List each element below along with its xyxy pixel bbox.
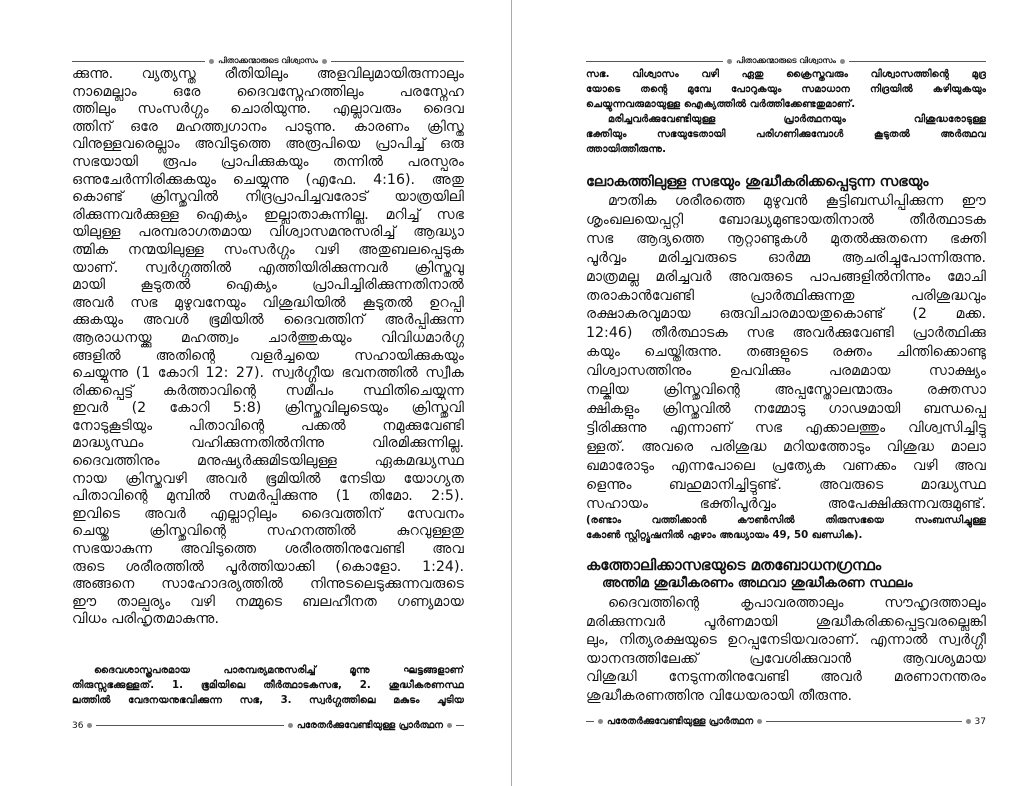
text-line: ഒന്നുചേർന്നിരിക്കുകയും ചെയ്യുന്നു (എഫേ. 4:16). അതു [72, 171, 464, 188]
section-heading: കത്തോലിക്കാസഭയുടെ മതബോധനഗ്രന്ഥം [586, 556, 882, 574]
section-subheading: അന്തിമ ശുദ്ധീകരണം അഥവാ ശുദ്ധീകരണ സ്ഥലം [602, 575, 913, 591]
text-line: ദൈവത്തിന്റെ കൃപാവരത്താലും സൗഹൃദത്താലും [608, 595, 986, 611]
text-line: ങ്ങളിൽ അതിന്റെ വളർച്ചയെ സഹായിക്കുകയും [72, 347, 464, 364]
text-line: ഭക്തിയും സഭയുടേതായി പരിഗണിക്കുമ്പോൾ കൂടുതൽ അർത്ഥവ [586, 129, 986, 140]
running-header-title: പിതാക്കന്മാരുടെ വിശ്വാസം [218, 56, 318, 65]
intro-text [586, 67, 986, 157]
text-line: രക്ഷാകരവുമായ ഒരുവിചാരമായതുകൊണ്ട് (2 മക്ക. [586, 306, 986, 323]
text-line: ത്തായിത്തീരുന്നു. [586, 144, 667, 155]
text-line: വിനുള്ളവരെല്ലാം അവിടുത്തെ അരൂപിയെ പ്രാപിച്ച് ഒരു [72, 136, 464, 153]
text-line: ഇവർ (2 കോറി 5:8) ക്രിസ്തുവിലൂടെയും ക്രിസ്തുവി [72, 400, 464, 417]
text-line: പൂർവ്വം മരിച്ചവരുടെ ഓർമ്മ ആചരിച്ചുപോന്നിരുന്നു. [586, 249, 986, 266]
text-line: 12:46) തീർത്ഥാടക സഭ അവർക്കുവേണ്ടി പ്രാർത്ഥിക്കു [586, 325, 986, 342]
text-line: യാണ്. സ്വർഗ്ഗത്തിൽ എത്തിയിരിക്കുന്നവർ ക്രിസ്തുവു [72, 259, 464, 276]
text-line: സഹായം ഭക്തിപൂർവ്വം അപേക്ഷിക്കുന്നവരുമുണ്ട്. [586, 495, 986, 512]
text-line: ത്തിലും സംസർഗ്ഗം ചൊരിയുന്നു. എല്ലാവരും ദൈവ [72, 101, 464, 118]
text-line: ചെയ്യുന്നവരുമായുള്ള ഐക്യത്തിൽ വർത്തിക്കേണ്ടതുമാണ്. [586, 99, 856, 110]
text-line: മാദ്ധ്യസ്ഥം വഹിക്കുന്നതിൽനിന്നു വിരമിക്കുന്നില്ല. [72, 435, 464, 452]
text-line: വിധം പരിഹൃതമാകുന്നു. [72, 611, 220, 628]
text-line: ലും, നിത്യരക്ഷയുടെ ഉറപ്പുനേടിയവരാണ്. എന്നാൽ സ്വർഗ്ഗീ [586, 632, 986, 649]
text-line: മരിച്ചവർക്കുവേണ്ടിയുള്ള പ്രാർത്ഥനയും വിശുദ്ധരോടുള്ള [608, 114, 986, 125]
text-line: ക്കുന്നു. വ്യത്യസ്ത രീതിയിലും അളവിലുമായിരുന്നാലും [72, 66, 464, 82]
footnote [72, 663, 464, 708]
text-line: സഭ ആദ്യത്തെ നൂറ്റാണ്ടുകൾ മുതൽക്കുതന്നെ ഭക്തി [586, 230, 986, 247]
text-line: ത്മിക നന്മയിലുള്ള സംസർഗ്ഗം വഴി അതുബലപ്പെടുക [72, 241, 464, 258]
right-page [586, 0, 986, 786]
text-line: ട്ടിരിക്കുന്നു എന്നാണ് സഭ എക്കാലത്തും വിശ്വസിച്ചിട്ടു [586, 419, 986, 436]
body-text [72, 66, 464, 629]
text-line: നാമെല്ലാം ഒരേ ദൈവസ്നേഹത്തിലും പരസ്നേഹ [72, 83, 464, 100]
text-line: (രണ്ടാം വത്തിക്കാൻ കൗൺസിൽ തിരുസഭയെ സംബന്ധിച്ചുള്ള [586, 515, 986, 526]
text-line: ക്കുകയും അവൾ ഭൂമിയിൽ ദൈവത്തിന് അർപ്പിക്കുന്ന [72, 312, 464, 329]
text-line: തരാകാൻവേണ്ടി പ്രാർത്ഥിക്കുന്നതു പരിശുദ്ധവും [586, 287, 986, 304]
text-line: ദൈവശാസ്ത്രപരമായ പാരമ്പര്യമനുസരിച്ച് മൂന്നു ഘട്ടങ്ങളാണ് [94, 665, 464, 676]
text-line: സഭയാകുന്ന അവിടുത്തെ ശരീരത്തിനുവേണ്ടി അവ [72, 541, 464, 558]
running-footer-title: പരേതർക്കുവേണ്ടിയുള്ള പ്രാർത്ഥന [607, 716, 754, 727]
running-header [72, 56, 464, 66]
text-line: മായി കൂടുതൽ ഐക്യം പ്രാപിച്ചിരിക്കുന്നതിനാൽ [72, 277, 464, 294]
page-number: 37 [974, 716, 986, 727]
text-line: മാത്രമല്ല മരിച്ചവർ അവരുടെ പാപങ്ങളിൽനിന്നും മോചി [586, 268, 986, 285]
text-line: വിശ്വാസത്തിനും ഉപവിക്കും പരമമായ സാക്ഷ്യം [586, 363, 986, 380]
text-line: ഇവിടെ അവർ എല്ലാറ്റിലും ദൈവത്തിന് സേവനം [72, 505, 464, 522]
section-heading: ലോകത്തിലുള്ള സഭയും ശുദ്ധീകരിക്കപ്പെടുന്ന സഭയും [586, 174, 929, 190]
text-line: സഭ. വിശ്വാസം വഴി ഏതു ക്രൈസ്തവരും വിശ്വാസത്തിന്റെ മുദ്ര [586, 69, 986, 80]
text-line: നോടുകൂടിയും പിതാവിന്റെ പക്കൽ നമുക്കുവേണ്ടി [72, 417, 464, 434]
text-line: മരിക്കുന്നവർ പൂർണമായി ശുദ്ധീകരിക്കപ്പെട്ടവരല്ലെങ്കി [586, 613, 986, 630]
text-line: ക്ഷികളും ക്രിസ്തുവിൽ നമ്മോടു ഗാഢമായി ബന്ധപ്പെ [586, 400, 986, 417]
footnote [586, 513, 986, 543]
text-line: രിക്കപ്പെട്ട് കർത്താവിന്റെ സമീപം സ്ഥിതിചെയ്യുന്ന [72, 382, 464, 399]
text-line: കയും ചെയ്തിരുന്നു. തങ്ങളുടെ രക്തം ചിന്തിക്കൊണ്ടു [586, 344, 986, 361]
text-line: ശുദ്ധീകരണത്തിനു വിധേയരായി തീരുന്നു. [586, 687, 853, 704]
text-line: യാനന്ദത്തിലേക്ക് പ്രവേശിക്കുവാൻ ആവശ്യമായ [586, 650, 986, 667]
text-line: ഖമാരോടും എന്നപോലെ പ്രത്യേക വണക്കം വഴി അവ [586, 457, 986, 474]
text-line: ചെയ്തു ക്രിസ്തുവിന്റെ സഹനത്തിൽ കുറവുള്ളതു [72, 523, 464, 540]
text-line: ചെയ്യുന്നു (1 കോറി 12: 27). സ്വർഗ്ഗീയ ഭവനത്തിൽ സ്വീക [72, 365, 464, 382]
text-line: യിലുള്ള പരമ്പരാഗതമായ വിശ്വാസമനുസരിച്ച് ആദ്ധ്യാ [72, 224, 464, 241]
text-line: രുടെ ശരീരത്തിൽ പൂർത്തിയാക്കി (കൊളോ. 1:24). [72, 558, 464, 575]
text-line: മൗതിക ശരീരത്തെ മുഴുവൻ കൂട്ടിബന്ധിപ്പിക്കുന്ന ഈ [608, 193, 986, 209]
body-text [586, 594, 986, 706]
text-line: യോടെ തന്റെ മുമ്പേ പോറുകയും സമാധാന നിദ്രയിൽ കഴിയുകയും [586, 84, 986, 95]
text-line: തിരുസ്സഭക്കുള്ളത്. 1. ഭൂമിയിലെ തീർത്ഥാടകസഭ, 2. ശുദ്ധീകരണസ്ഥ [72, 680, 464, 691]
text-line: ളെന്നും ബഹുമാനിച്ചിട്ടുണ്ട്. അവരുടെ മാദ്ധ്യസ്ഥ [586, 476, 986, 493]
running-footer [72, 720, 464, 731]
text-line: ഈ താല്പര്യം വഴി നമ്മുടെ ബലഹീനത ഗണ്യമായ [72, 593, 464, 610]
text-line: വിശുദ്ധി നേടുന്നതിനുവേണ്ടി അവർ മരണാനന്തരം [586, 669, 986, 686]
text-line: നായ ക്രിസ്തുവഴി അവർ ഭൂമിയിൽ നേടിയ യോഗ്യത [72, 470, 464, 487]
text-line: ള്ളത്. അവരെ പരിശുദ്ധ മറിയത്തോടും വിശുദ്ധ മാലാ [586, 438, 986, 455]
text-line: ആരാധനയ്ക്കു മഹത്ത്വം ചാർത്തുകയും വിവിധമാർഗ്ഗ [72, 329, 464, 346]
text-line: ദൈവത്തിനും മനുഷ്യർക്കുമിടയിലുള്ള ഏകമദ്ധ്യസ്ഥ [72, 453, 464, 470]
body-text [586, 192, 986, 513]
page-number: 36 [72, 720, 84, 731]
running-header [586, 56, 986, 66]
text-line: രിക്കുന്നവർക്കുള്ള ഐക്യം ഇല്ലാതാകുന്നില്ല. മറിച്ച് സഭ [72, 206, 464, 223]
text-line: കോൺ സ്റ്റിറ്റ്യൂഷനിൽ ഏഴാം അദ്ധ്യായം 49, 50 ഖണ്ഡിക). [586, 530, 863, 541]
text-line: ലത്തിൽ വേദനയനുഭവിക്കുന്ന സഭ, 3. സ്വർഗ്ഗത്തിലെ മകുടം ചൂടിയ [72, 695, 464, 706]
text-line: പിതാവിന്റെ മുമ്പിൽ സമർപ്പിക്കുന്നു (1 തിമോ. 2:5). [72, 488, 464, 505]
text-line: ശൃംഖലയെപ്പറ്റി ബോദ്ധ്യമുണ്ടായതിനാൽ തീർത്ഥാടക [586, 211, 986, 228]
book-gutter [511, 0, 512, 786]
text-line: സഭയായി രൂപം പ്രാപിക്കുകയും തന്നിൽ പരസ്പരം [72, 153, 464, 170]
text-line: അങ്ങനെ സാഹോദര്യത്തിൽ നിന്നുടലെടുക്കുന്നവരുടെ [72, 576, 464, 593]
text-line: അവർ സഭ മുഴുവനേയും വിശുദ്ധിയിൽ കൂടുതൽ ഉറപ്പി [72, 294, 464, 311]
running-footer [586, 716, 986, 727]
running-footer-title: പരേതർക്കുവേണ്ടിയുള്ള പ്രാർത്ഥന [296, 720, 443, 731]
left-page [72, 0, 464, 786]
text-line: ത്തിന് ഒരേ മഹത്ത്വഗാനം പാടുന്നു. കാരണം ക്രിസ്തു [72, 118, 464, 135]
text-line: നല്കിയ ക്രിസ്തുവിന്റെ അപ്പസ്തോലന്മാരും രക്തസാ [586, 382, 986, 399]
running-header-title: പിതാക്കന്മാരുടെ വിശ്വാസം [736, 56, 836, 65]
text-line: കൊണ്ട് ക്രിസ്തുവിൽ നിദ്രപ്രാപിച്ചവരോട് യാത്രയിലി [72, 189, 464, 206]
